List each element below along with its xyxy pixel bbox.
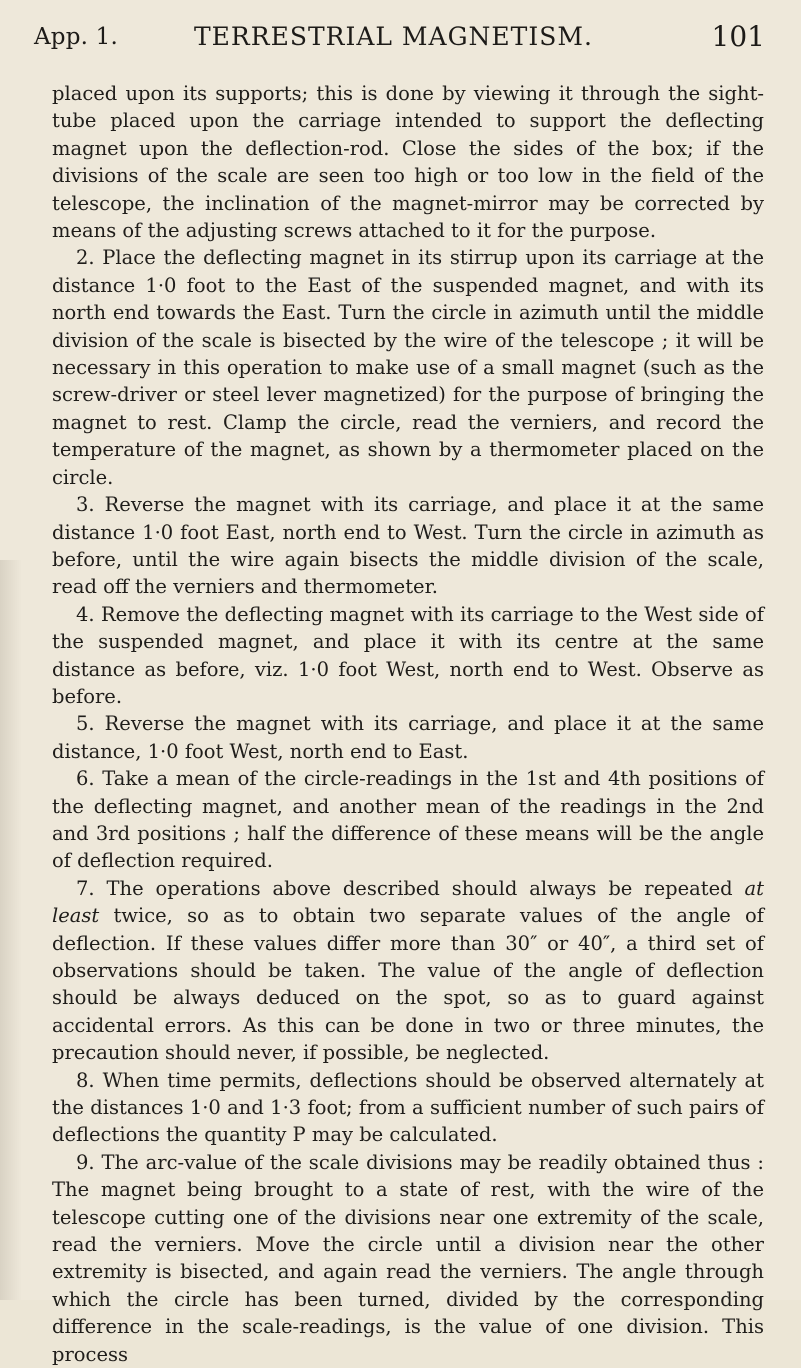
body-text [52, 80, 764, 1368]
paragraph-4: 4. Remove the deflecting magnet with its carriage to the West side of the suspended magnet, and place it with its centre at the same distance as before, viz. 1·0 foot West, north end to West. Observe as before. [52, 602, 764, 708]
paragraph-7-emphasis: at least [52, 876, 764, 928]
paragraph-8: 8. When time permits, deflections should be observed alternately at the distances 1·0 and 1·3 foot; from a sufficient number of such pairs of deflections the quantity P may be calculated. [52, 1068, 764, 1147]
gutter-shadow [0, 560, 22, 1300]
paragraph-5: 5. Reverse the magnet with its carriage, and place it at the same distance, 1·0 foot West, north end to East. [52, 712, 764, 763]
paragraph-9: 9. The arc-value of the scale divisions may be readily obtained thus : The magnet being brought to a state of rest, with the wire of the telescope cutting one of the divisions near one extremity of the scale, read the verniers. Move the circle until a division near the other extremity is bisected, and again read the verniers. The angle through which the circle has been turned, divided by the corresponding difference in the scale-readings, is the value of one division. This process [52, 1150, 764, 1366]
paragraph-3: 3. Reverse the magnet with its carriage, and place it at the same distance 1·0 foot East, north end to West. Turn the circle in azimuth as before, until the wire again bisects the middle division of the scale, read off the verniers and thermometer. [52, 493, 764, 599]
running-header [34, 16, 765, 56]
page-number: 101 [711, 20, 765, 53]
paragraph-7 [52, 875, 764, 1067]
paragraph-7-rest: twice, so as to obtain two separate values of the angle of deflection. If these values differ more than 30″ or 40″, a third set of observations should be taken. The value of the angle of deflection should be always deduced on the spot, so as to guard against accidental errors. As this can be done in two or three minutes, the precaution should never, if possible, be neglected. [52, 904, 764, 1065]
paragraph-6: 6. Take a mean of the circle-readings in the 1st and 4th positions of the deflecting magnet, and another mean of the readings in the 2nd and 3rd positions ; half the difference of these means will be the angle of deflection required. [52, 767, 764, 873]
paragraph-1: placed upon its supports; this is done by viewing it through the sight-tube placed upon the carriage intended to support the deflecting magnet upon the deflection-rod. Close the sides of the box; if the divisions of the scale are seen too high or too low in the field of the telescope, the inclination of the magnet-mirror may be corrected by means of the adjusting screws attached to it for the purpose. [52, 82, 764, 243]
appendix-label: App. 1. [34, 24, 119, 50]
paragraph-7-lead: 7. The operations above described should always be repeated [76, 876, 745, 900]
paragraph-2: 2. Place the deflecting magnet in its stirrup upon its carriage at the distance 1·0 foot to the East of the suspended magnet, and with its north end towards the East. Turn the circle in azimuth until the middle division of the scale is bisected by the wire of the telescope ; it will be necessary in this operation to make use of a small magnet (such as the screw-driver or steel lever magnetized) for the purpose of bringing the magnet to rest. Clamp the circle, read the verniers, and record the temperature of the magnet, as shown by a thermometer placed on the circle. [52, 246, 764, 489]
page-title: TERRESTRIAL MAGNETISM. [194, 22, 593, 51]
